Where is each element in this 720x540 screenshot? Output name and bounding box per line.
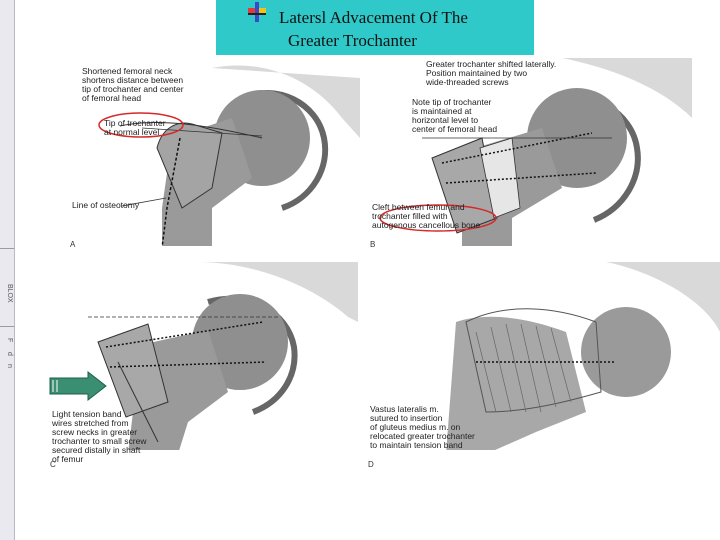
slide-title-line-1: Latersl Advacement Of The	[279, 8, 468, 27]
panel-b-caption-cleft: Cleft between femur and trochanter filled with autogenous cancellous bone	[372, 202, 481, 230]
strip-mark: n	[6, 364, 13, 368]
strip-mark: BLOX	[6, 284, 13, 303]
strip-divider	[0, 248, 14, 249]
panel-c-letter: C	[50, 460, 56, 469]
strip-mark: F	[6, 338, 13, 343]
panel-a-caption-line: Line of osteotomy	[72, 200, 140, 210]
panel-c-caption-band: Light tension band wires stretched from screw necks in greater trochanter to small screw secured distally in shaft of femur	[52, 409, 147, 464]
slide-bullet-icon	[246, 1, 268, 23]
panel-a-caption-tip: Tip of trochanter at normal level	[104, 118, 166, 137]
strip-mark: d	[6, 352, 13, 356]
panel-b-letter: B	[370, 240, 376, 249]
panel-d-letter: D	[368, 460, 374, 469]
panel-d-caption-vastus: Vastus lateralis m. sutured to insertion of gluteus medius m. on relocated greater trochanter to maintain tension band	[370, 404, 475, 450]
slide-title-line-2: Greater Trochanter	[288, 31, 417, 50]
pointer-arrow-icon	[50, 372, 106, 400]
panel-a-letter: A	[70, 240, 76, 249]
slide-title-box	[216, 0, 534, 55]
panel-b-caption-note: Note tip of trochanter is maintained at horizontal level to center of femoral head	[412, 97, 498, 134]
panel-b-caption-top: Greater trochanter shifted laterally. Position maintained by two wide-threaded screws	[426, 59, 557, 87]
panel-a-caption-top: Shortened femoral neck shortens distance between tip of trochanter and center of femoral head	[82, 66, 184, 103]
left-side-strip	[0, 0, 15, 540]
strip-divider	[0, 326, 14, 327]
